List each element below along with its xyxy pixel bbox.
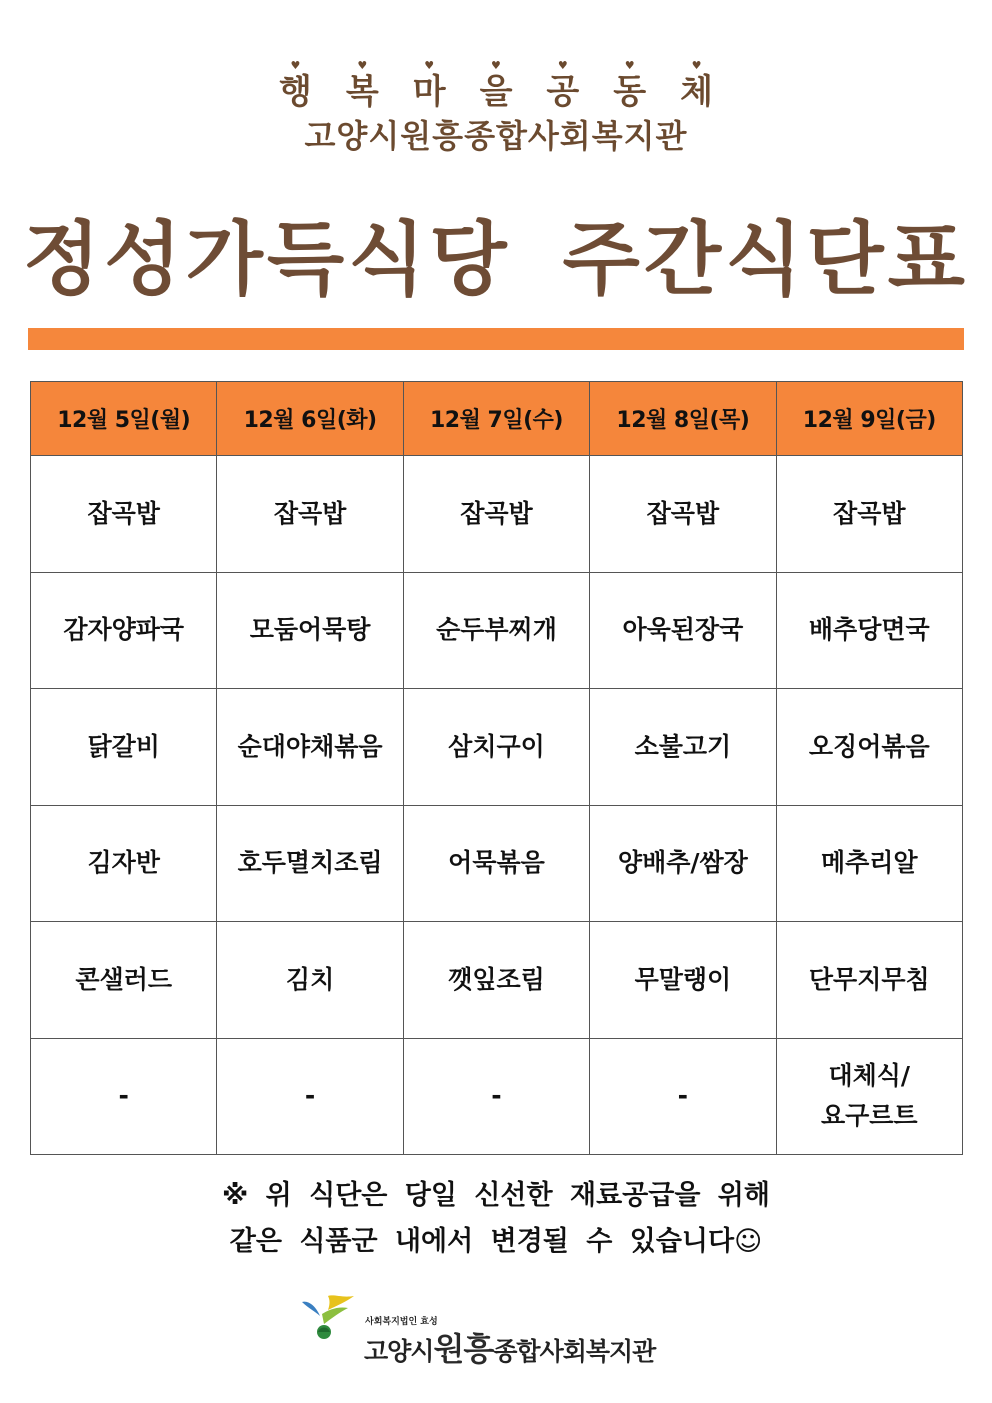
day-header: 12월 9일(금) xyxy=(776,382,962,456)
org-logo xyxy=(298,1292,678,1368)
title-divider xyxy=(28,328,964,350)
menu-cell: - xyxy=(590,1038,776,1155)
menu-cell: 순대야채볶음 xyxy=(217,689,403,806)
menu-cell: 잡곡밥 xyxy=(31,456,217,573)
day-header: 12월 7일(수) xyxy=(403,382,589,456)
page-title: 정성가득식당 주간식단표 xyxy=(23,213,969,306)
menu-cell: 단무지무침 xyxy=(776,922,962,1039)
menu-cell: 배추당면국 xyxy=(776,572,962,689)
menu-cell: 김치 xyxy=(217,922,403,1039)
slogan-char xyxy=(546,59,580,112)
menu-notice xyxy=(0,1173,992,1265)
org-slogan xyxy=(0,59,992,112)
logo-name-prefix: 고양시 xyxy=(364,1337,434,1366)
welfare-center-logo-icon xyxy=(298,1292,362,1342)
menu-cell: 양배추/쌈장 xyxy=(590,805,776,922)
menu-cell: 잡곡밥 xyxy=(776,456,962,573)
slogan-char xyxy=(680,59,713,112)
menu-cell: 오징어볶음 xyxy=(776,689,962,806)
slogan-char xyxy=(345,59,379,112)
logo-subtitle: 사회복지법인 효성 xyxy=(365,1317,438,1327)
table-row xyxy=(31,572,963,689)
table-row xyxy=(31,1038,963,1155)
slogan-char-text: 동 xyxy=(613,72,647,112)
menu-cell: - xyxy=(217,1038,403,1155)
heart-icon: ♥ xyxy=(491,59,501,72)
menu-cell-line: 대체식/ xyxy=(828,1061,911,1091)
menu-cell xyxy=(776,1038,962,1155)
menu-cell: 아욱된장국 xyxy=(590,572,776,689)
table-row xyxy=(31,805,963,922)
slogan-char-text: 체 xyxy=(680,72,713,112)
slogan-char xyxy=(412,59,446,112)
menu-cell: 감자양파국 xyxy=(31,572,217,689)
table-header-row xyxy=(31,382,963,456)
notice-line: ※ 위 식단은 당일 신선한 재료공급을 위해 xyxy=(222,1180,770,1211)
menu-cell: 모둠어묵탕 xyxy=(217,572,403,689)
heart-icon: ♥ xyxy=(357,59,368,72)
menu-cell: 삼치구이 xyxy=(403,689,589,806)
slogan-char xyxy=(613,59,647,112)
menu-cell: 콘샐러드 xyxy=(31,922,217,1039)
logo-name-highlight: 원흥 xyxy=(433,1330,494,1368)
heart-icon: ♥ xyxy=(691,59,702,72)
menu-cell: 잡곡밥 xyxy=(217,456,403,573)
slogan-char xyxy=(479,59,513,112)
menu-cell: 소불고기 xyxy=(590,689,776,806)
slogan-char xyxy=(278,59,312,112)
table-row xyxy=(31,922,963,1039)
menu-cell: 닭갈비 xyxy=(31,689,217,806)
menu-cell: - xyxy=(31,1038,217,1155)
heart-icon: ♥ xyxy=(557,59,568,72)
day-header: 12월 6일(화) xyxy=(217,382,403,456)
menu-cell: 김자반 xyxy=(31,805,217,922)
menu-cell: 무말랭이 xyxy=(590,922,776,1039)
menu-cell: 잡곡밥 xyxy=(403,456,589,573)
menu-cell: 어묵볶음 xyxy=(403,805,589,922)
slogan-char-text: 을 xyxy=(479,72,513,112)
menu-cell: - xyxy=(403,1038,589,1155)
day-header: 12월 8일(목) xyxy=(590,382,776,456)
slogan-char-text: 공 xyxy=(546,72,580,112)
slogan-char-text: 행 xyxy=(278,72,312,112)
slogan-char-text: 복 xyxy=(345,72,379,112)
menu-cell: 깻잎조림 xyxy=(403,922,589,1039)
menu-cell: 순두부찌개 xyxy=(403,572,589,689)
slogan-char-text: 마 xyxy=(412,72,446,112)
menu-cell: 메추리알 xyxy=(776,805,962,922)
notice-line: 같은 식품군 내에서 변경될 수 있습니다☺ xyxy=(229,1226,763,1257)
org-name: 고양시원흥종합사회복지관 xyxy=(304,117,688,155)
menu-cell: 잡곡밥 xyxy=(590,456,776,573)
logo-name xyxy=(364,1324,655,1370)
heart-icon: ♥ xyxy=(290,59,301,72)
table-row xyxy=(31,456,963,573)
logo-name-suffix: 종합사회복지관 xyxy=(493,1337,656,1366)
heart-icon: ♥ xyxy=(424,59,435,72)
menu-cell: 호두멸치조림 xyxy=(217,805,403,922)
weekly-menu-table xyxy=(30,381,963,1155)
table-row xyxy=(31,689,963,806)
menu-cell-line: 요구르트 xyxy=(820,1101,918,1131)
heart-icon: ♥ xyxy=(624,59,635,72)
day-header: 12월 5일(월) xyxy=(31,382,217,456)
